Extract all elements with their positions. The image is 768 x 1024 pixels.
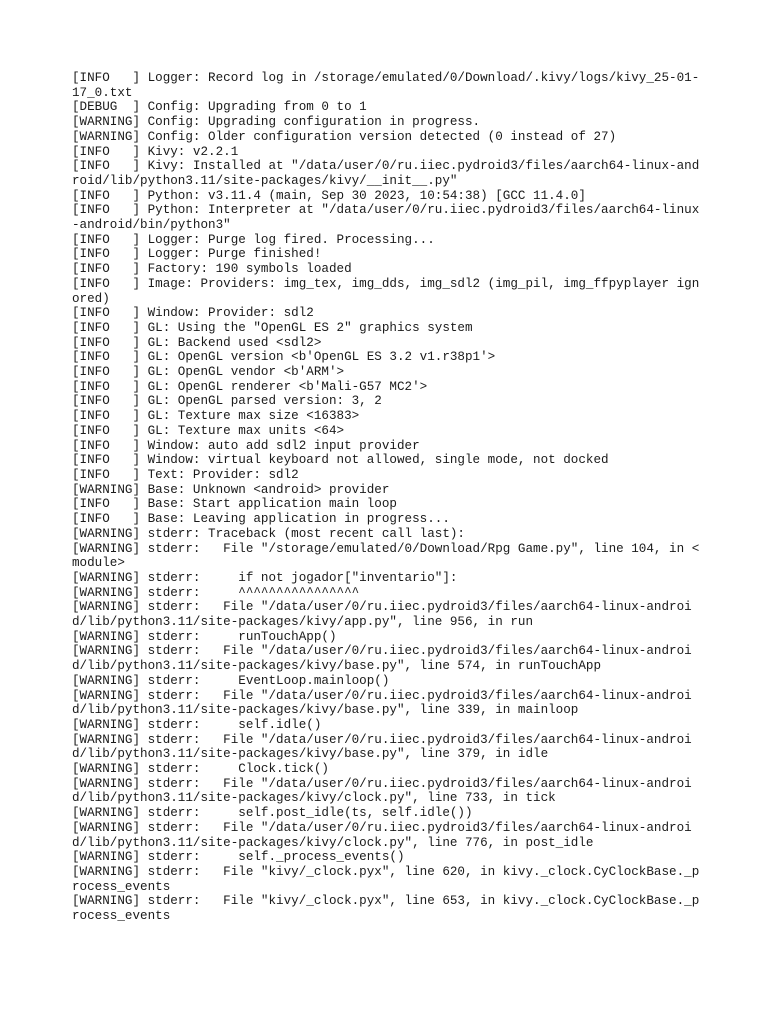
log-output xyxy=(72,71,702,924)
log-line: [INFO ] Base: Start application main loop xyxy=(72,497,397,512)
log-line: [INFO ] GL: OpenGL renderer <b'Mali-G57 MC2'> xyxy=(72,379,428,394)
log-line: [INFO ] Base: Leaving application in progress... xyxy=(72,512,450,527)
log-line: [WARNING] stderr: File "/data/user/0/ru.iiec.pydroid3/files/aarch64-linux-android/lib/python3.11/site-packages/kivy/base.py", line 379, in idle xyxy=(72,732,692,762)
log-line: [DEBUG ] Config: Upgrading from 0 to 1 xyxy=(72,100,367,115)
log-line: [INFO ] GL: Using the "OpenGL ES 2" graphics system xyxy=(72,320,473,335)
log-line: [INFO ] Logger: Purge finished! xyxy=(72,247,322,262)
log-line: [WARNING] stderr: Clock.tick() xyxy=(72,762,329,777)
log-line: [WARNING] stderr: File "kivy/_clock.pyx", line 620, in kivy._clock.CyClockBase._process_events xyxy=(72,864,700,894)
log-line: [INFO ] Window: auto add sdl2 input provider xyxy=(72,438,420,453)
log-line: [INFO ] Image: Providers: img_tex, img_dds, img_sdl2 (img_pil, img_ffpyplayer ignored) xyxy=(72,276,700,306)
log-line: [INFO ] Logger: Purge log fired. Processing... xyxy=(72,232,435,247)
log-line: [INFO ] GL: Texture max size <16383> xyxy=(72,409,360,424)
log-line: [WARNING] Base: Unknown <android> provider xyxy=(72,482,390,497)
log-line: [WARNING] stderr: File "/data/user/0/ru.iiec.pydroid3/files/aarch64-linux-android/lib/python3.11/site-packages/kivy/app.py", line 956, in run xyxy=(72,600,692,630)
log-line: [WARNING] stderr: self.post_idle(ts, self.idle()) xyxy=(72,806,473,821)
log-line: [WARNING] stderr: File "/data/user/0/ru.iiec.pydroid3/files/aarch64-linux-android/lib/python3.11/site-packages/kivy/base.py", line 574, in runTouchApp xyxy=(72,644,692,674)
log-line: [WARNING] stderr: File "/data/user/0/ru.iiec.pydroid3/files/aarch64-linux-android/lib/python3.11/site-packages/kivy/base.py", line 339, in mainloop xyxy=(72,688,692,718)
log-line: [INFO ] Logger: Record log in /storage/emulated/0/Download/.kivy/logs/kivy_25-01-17_0.txt xyxy=(72,71,700,100)
log-line: [INFO ] Python: v3.11.4 (main, Sep 30 2023, 10:54:38) [GCC 11.4.0] xyxy=(72,188,586,203)
log-line: [WARNING] stderr: File "/storage/emulated/0/Download/Rpg Game.py", line 104, in <module> xyxy=(72,541,700,571)
log-line: [WARNING] stderr: if not jogador["inventario"]: xyxy=(72,570,458,585)
log-line: [INFO ] GL: OpenGL vendor <b'ARM'> xyxy=(72,365,345,380)
log-line: [INFO ] GL: OpenGL parsed version: 3, 2 xyxy=(72,394,382,409)
log-line: [WARNING] stderr: ^^^^^^^^^^^^^^^^ xyxy=(72,585,360,600)
log-line: [INFO ] GL: OpenGL version <b'OpenGL ES 3.2 v1.r38p1'> xyxy=(72,350,496,365)
log-line: [WARNING] stderr: File "/data/user/0/ru.iiec.pydroid3/files/aarch64-linux-android/lib/python3.11/site-packages/kivy/clock.py", line 733, in tick xyxy=(72,776,692,806)
log-line: [INFO ] Kivy: Installed at "/data/user/0/ru.iiec.pydroid3/files/aarch64-linux-android/lib/python3.11/site-packages/kivy/__init__.py" xyxy=(72,159,700,188)
log-line: [WARNING] Config: Upgrading configuration in progress. xyxy=(72,115,481,130)
log-line: [WARNING] stderr: File "kivy/_clock.pyx", line 653, in kivy._clock.CyClockBase._process_events xyxy=(72,894,700,924)
log-line: [INFO ] Factory: 190 symbols loaded xyxy=(72,262,352,277)
log-line: [WARNING] stderr: EventLoop.mainloop() xyxy=(72,673,390,688)
log-line: [WARNING] stderr: self._process_events() xyxy=(72,850,405,865)
log-line: [WARNING] stderr: runTouchApp() xyxy=(72,629,337,644)
log-line: [WARNING] stderr: self.idle() xyxy=(72,717,322,732)
log-line: [INFO ] Python: Interpreter at "/data/user/0/ru.iiec.pydroid3/files/aarch64-linux-android/bin/python3" xyxy=(72,203,700,233)
log-line: [INFO ] Kivy: v2.2.1 xyxy=(72,144,239,159)
log-line: [INFO ] Window: Provider: sdl2 xyxy=(72,306,314,321)
log-line: [INFO ] Text: Provider: sdl2 xyxy=(72,467,299,482)
log-line: [WARNING] stderr: Traceback (most recent call last): xyxy=(72,526,465,541)
log-line: [WARNING] Config: Older configuration version detected (0 instead of 27) xyxy=(72,129,617,144)
log-line: [INFO ] GL: Backend used <sdl2> xyxy=(72,335,322,350)
log-line: [WARNING] stderr: File "/data/user/0/ru.iiec.pydroid3/files/aarch64-linux-android/lib/python3.11/site-packages/kivy/clock.py", line 776, in post_idle xyxy=(72,820,692,850)
log-line: [INFO ] GL: Texture max units <64> xyxy=(72,423,345,438)
log-line: [INFO ] Window: virtual keyboard not allowed, single mode, not docked xyxy=(72,453,609,468)
